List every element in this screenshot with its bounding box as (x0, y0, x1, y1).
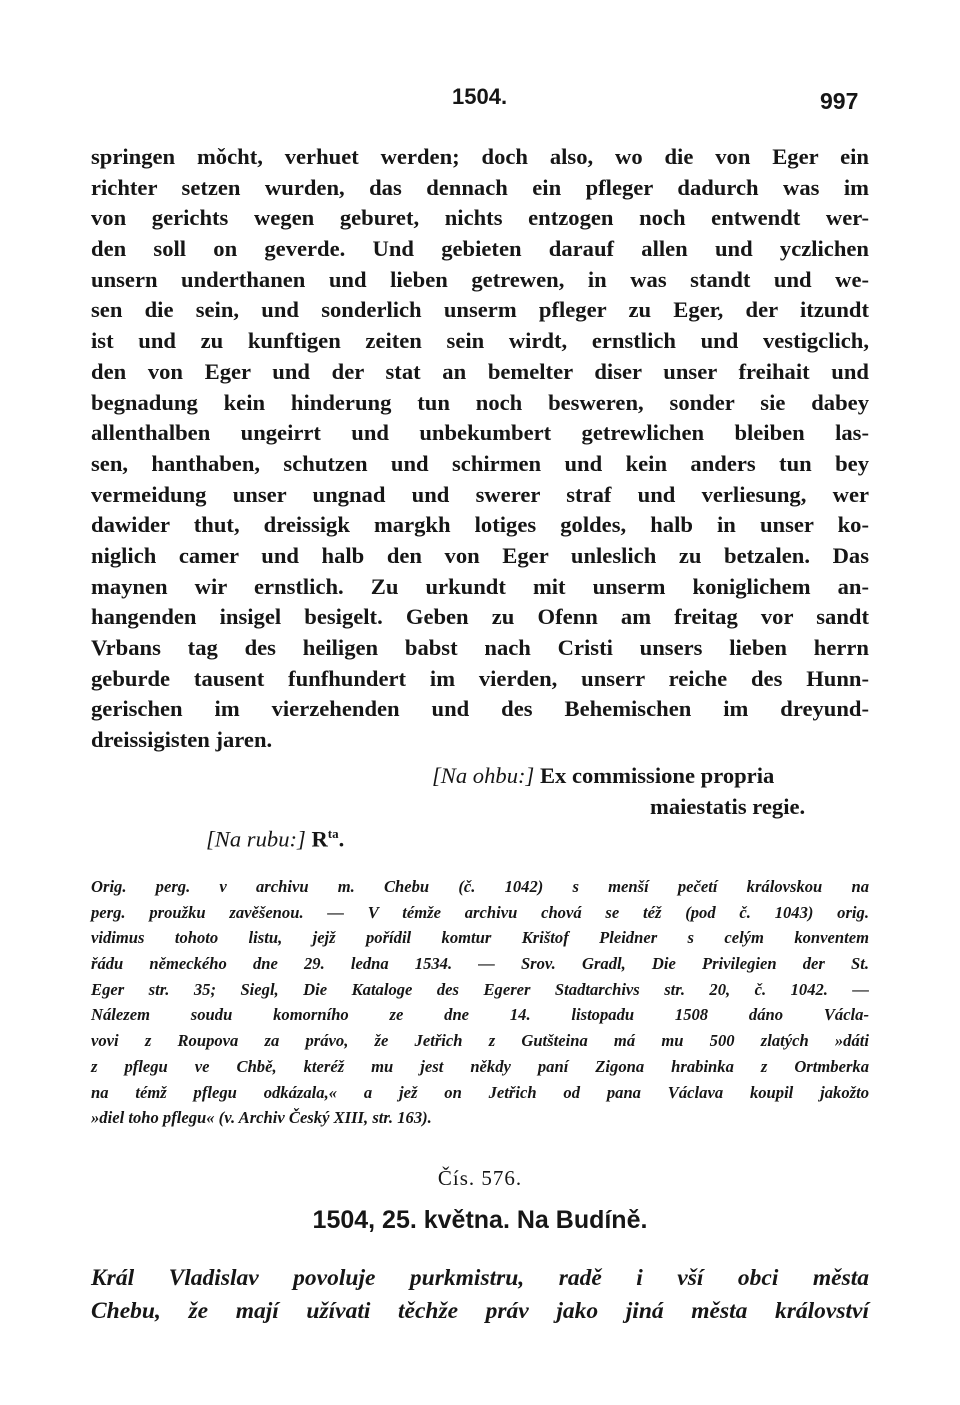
text-line: von gerichts wegen geburet, nichts entzogen noch entwendt wer- (91, 205, 869, 231)
recto-end: . (338, 826, 345, 852)
running-head-year: 1504. (452, 84, 508, 109)
editorial-notes (91, 874, 869, 1131)
verso-endorsement-line-1 (432, 763, 774, 789)
text-line: den von Eger und der stat an bemelter diser unser freihait und (91, 358, 869, 384)
text-line: dawider thut, dreissigk margkh lotiges goldes, halb in unser ko- (91, 512, 869, 538)
page-header (0, 84, 960, 118)
recto-label: [Na rubu:] (206, 826, 306, 852)
text-line: sen, hanthaben, schutzen und schirmen und kein anders tun bey (91, 450, 869, 476)
note-line: vovi z Roupova za právo, že Jetřich z Gutšteina má mu 500 zlatých »dáti (91, 1031, 869, 1051)
note-line: perg. proužku zavěšenou. — V témže archivu chová se též (pod č. 1043) orig. (91, 902, 869, 922)
abstract-line: Chebu, že mají užívati těchže práv jako jiná města království (91, 1298, 869, 1324)
note-line: na témž pflegu odkázala,« a jež on Jetřich od pana Václava koupil jakožto (91, 1082, 869, 1102)
text-line: den soll on geverde. Und gebieten darauf allen und yczlichen (91, 236, 869, 262)
recto-superscript: ta (327, 826, 339, 841)
verso-text-1: Ex commissione propria (539, 763, 775, 788)
text-line: begnadung kein hinderung tun noch besweren, sonder sie dabey (91, 389, 869, 415)
note-line: Orig. perg. v archivu m. Chebu (č. 1042) s menší pečetí královskou na (91, 877, 869, 896)
text-line: sen die sein, und sonderlich unserm pfleger zu Eger, der itzundt (91, 297, 869, 323)
text-line: springen mǒcht, verhuet werden; doch also, wo die von Eger ein (91, 144, 869, 169)
text-line: gerischen im vierzehenden und des Behemischen im dreyund- (91, 696, 869, 722)
recto-endorsement (206, 826, 344, 853)
note-line: z pflegu ve Chbě, kteréž mu jest někdy paní Zigona hrabinka z Ortmberka (91, 1056, 869, 1076)
page-number: 997 (820, 88, 859, 114)
text-line: ist und zu kunftigen zeiten sein wirdt, ernstlich und vestigclich, (91, 328, 869, 354)
recto-base: R (311, 826, 328, 852)
text-line: allenthalben ungeirrt und unbekumbert getrewlichen bleiben las- (91, 420, 869, 446)
abstract-line: Král Vladislav povoluje purkmistru, radě i vší obci města (91, 1265, 869, 1291)
note-line: řádu německého dne 29. ledna 1534. — Srov. Gradl, Die Privilegien der St. (91, 954, 869, 974)
text-line: vermeidung unser ungnad und swerer straf und verliesung, wer (91, 481, 869, 507)
note-line: Nálezem soudu komorního ze dne 14. listopadu 1508 dáno Václa- (91, 1005, 869, 1025)
text-line: dreissigisten jaren. (91, 727, 273, 753)
text-line: Vrbans tag des heiligen babst nach Cristi unsers lieben herrn (91, 635, 869, 660)
verso-label: [Na ohbu:] (432, 763, 535, 788)
note-line: Eger str. 35; Siegl, Die Kataloge des Egerer Stadtarchivs str. 20, č. 1042. — (91, 979, 869, 999)
note-line: vidimus tohoto listu, jejž pořídil komtur Krištof Pleidner s celým konventem (91, 928, 869, 948)
charter-text (91, 142, 869, 756)
text-line: geburde tausent funfhundert im vierden, unserr reiche des Hunn- (91, 665, 869, 691)
document-date-heading: 1504, 25. května. Na Budíně. (312, 1206, 648, 1234)
text-line: unsern underthanen und lieben getrewen, in was standt und we- (91, 266, 869, 292)
text-line: niglich camer und halb den von Eger unleslich zu betzalen. Das (91, 542, 869, 568)
document-number: Čís. 576. (437, 1166, 523, 1190)
verso-text-2: maiestatis regie. (650, 794, 806, 819)
verso-endorsement-line-2 (650, 794, 805, 820)
document-abstract (91, 1262, 869, 1328)
text-line: hangenden insigel besigelt. Geben zu Ofenn am freitag vor sandt (91, 604, 869, 630)
text-line: maynen wir ernstlich. Zu urkundt mit unserm koniglichem an- (91, 573, 869, 599)
text-line: richter setzen wurden, das dennach ein pfleger dadurch was im (91, 174, 869, 200)
note-line: »diel toho pflegu« (v. Archiv Český XIII, str. 163). (91, 1108, 432, 1128)
